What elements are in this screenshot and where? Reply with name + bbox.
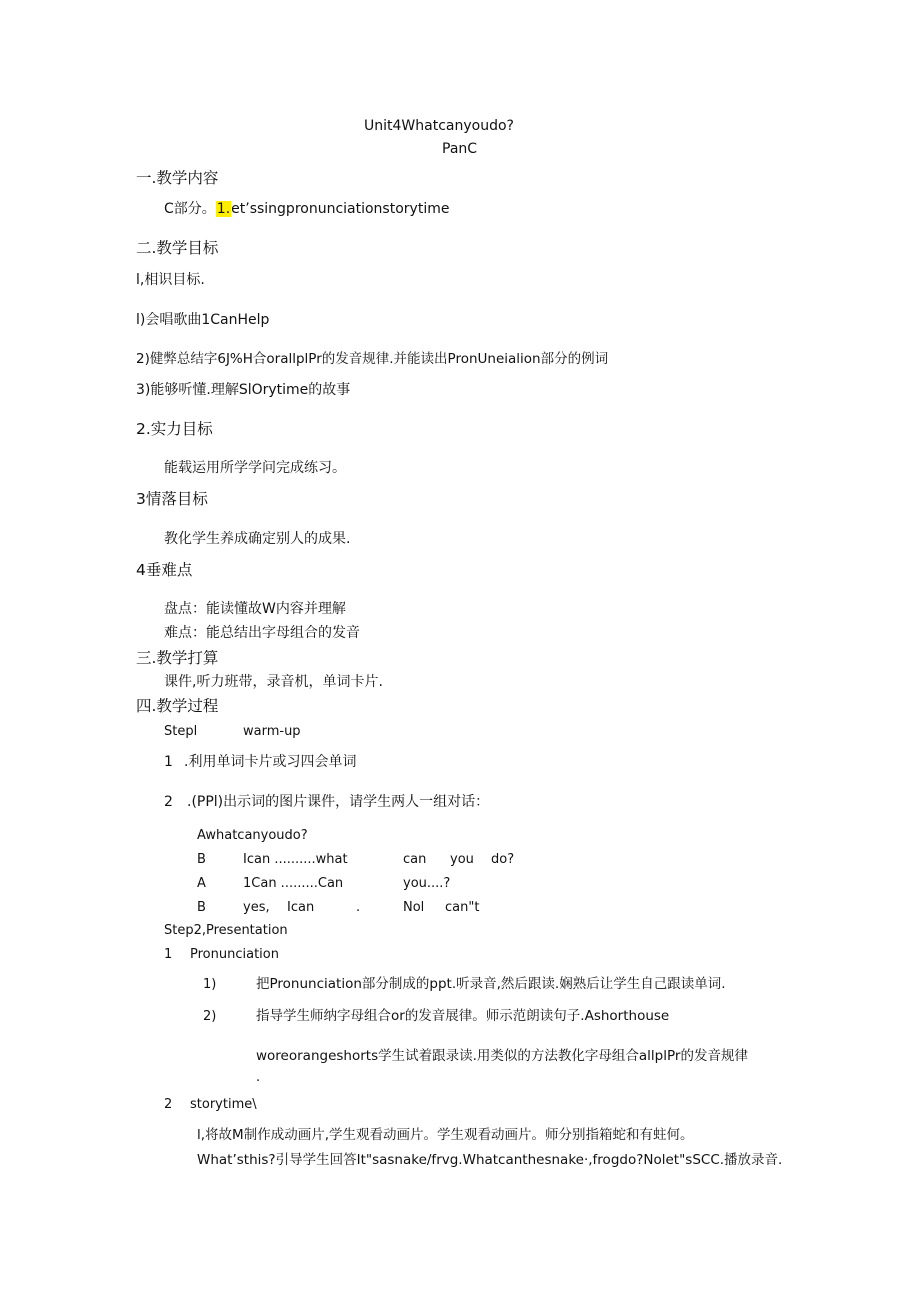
section4-heading: 四.教学过程 (136, 697, 219, 715)
section3-heading: 三.教学打算 (136, 649, 219, 667)
p1-sub1-text: 把Pronunciation部分制成的ppt.听录音,然后跟读.娴熟后让学生自己跟读单词. (256, 976, 726, 992)
section3-text: 课件,听力班带，录音机，单词卡片. (164, 674, 383, 690)
step1-label: Stepl (164, 724, 198, 739)
dialogue-text: Nol (403, 900, 425, 915)
dialogue-speaker: B (197, 900, 206, 915)
content-rest: et’ssingpronunciationstorytime (231, 201, 450, 217)
dialogue-text: can (403, 852, 427, 867)
dialogue-text: you....? (403, 876, 451, 891)
section1-heading: 一.教学内容 (136, 169, 219, 187)
dialogue-line1: Awhatcanyoudo? (197, 828, 308, 843)
dialogue-text: yes, (243, 900, 270, 915)
p1-sub2-text: 指导学生师纳字母组合or的发音展律。师示范朗读句子.Ashorthouse (256, 1008, 670, 1024)
highlighted-text: 1. (216, 201, 231, 217)
item1-number: 1 (164, 754, 173, 770)
dialogue-speaker: A (197, 876, 206, 891)
dialogue-text: . (356, 900, 361, 915)
dialogue-speaker: B (197, 852, 206, 867)
dialogue-text: you (450, 852, 474, 867)
dialogue-text: do? (491, 852, 515, 867)
p1-sub2-number: 2) (203, 1009, 217, 1024)
document-subtitle: PanC (442, 141, 478, 157)
item1-text: .利用单词卡片或习四会单词 (184, 754, 357, 770)
step1-title: warm-up (243, 724, 301, 739)
dialogue-text: can"t (445, 900, 480, 915)
goal1-item3: 3)能够听懂.理解SlOrytime的故事 (136, 382, 351, 398)
goal1-item2: 2)健弊总结字6J%H合orallplPr的发音规律.并能读出PronUneialion部分的例词 (136, 351, 609, 367)
p2-line1: l,将故M制作成动画片,学生观看动画片。学生观看动画片。师分别指箱蛇和有蛀何。 (197, 1127, 694, 1143)
item2-text: .(PPl)出示词的图片课件，请学生两人一组对话： (187, 794, 490, 810)
item2-number: 2 (164, 794, 173, 810)
goal1-heading: l,相识目标. (136, 272, 205, 288)
p2-number: 2 (164, 1097, 173, 1112)
dialogue-text: 1Can .........Can (243, 876, 344, 891)
goal3-heading: 3情落目标 (136, 490, 208, 508)
document-title: Unit4Whatcanyoudo? (364, 118, 514, 134)
content-prefix: C部分。 (164, 201, 216, 217)
section2-heading: 二.教学目标 (136, 239, 219, 257)
p2-line2: What’sthis?引导学生回答It"sasnake/frvg.Whatcanthesnake·,frogdo?Nolet"sSCC.播放录音. (197, 1152, 783, 1168)
p1-sub1-number: 1) (203, 977, 217, 992)
p2-title: storytime\ (190, 1097, 257, 1112)
key-point: 盘点：能读懂故W内容并理解 (164, 601, 346, 617)
goal4-heading: 4垂难点 (136, 561, 193, 579)
p1-sub2-continued: woreorangeshorts学生试着跟录读.用类似的方法教化字母组合allplPr的发音规律 (256, 1048, 748, 1064)
step2-title: Step2,Presentation (164, 923, 288, 938)
section1-content (164, 200, 449, 218)
dialogue-text: Ican ..........what (243, 852, 348, 867)
p1-sub2-end: . (256, 1070, 261, 1085)
goal1-item1: l)会唱歌曲1CanHelp (136, 312, 270, 328)
difficult-point: 难点：能总结出字母组合的发音 (164, 625, 360, 641)
goal2-text: 能载运用所学学问完成练习。 (164, 460, 346, 476)
goal2-heading: 2.实力目标 (136, 420, 213, 438)
p1-number: 1 (164, 947, 173, 962)
p1-title: Pronunciation (190, 947, 279, 962)
goal3-text: 教化学生养成确定别人的成果. (164, 531, 351, 547)
dialogue-text: Ican (287, 900, 315, 915)
